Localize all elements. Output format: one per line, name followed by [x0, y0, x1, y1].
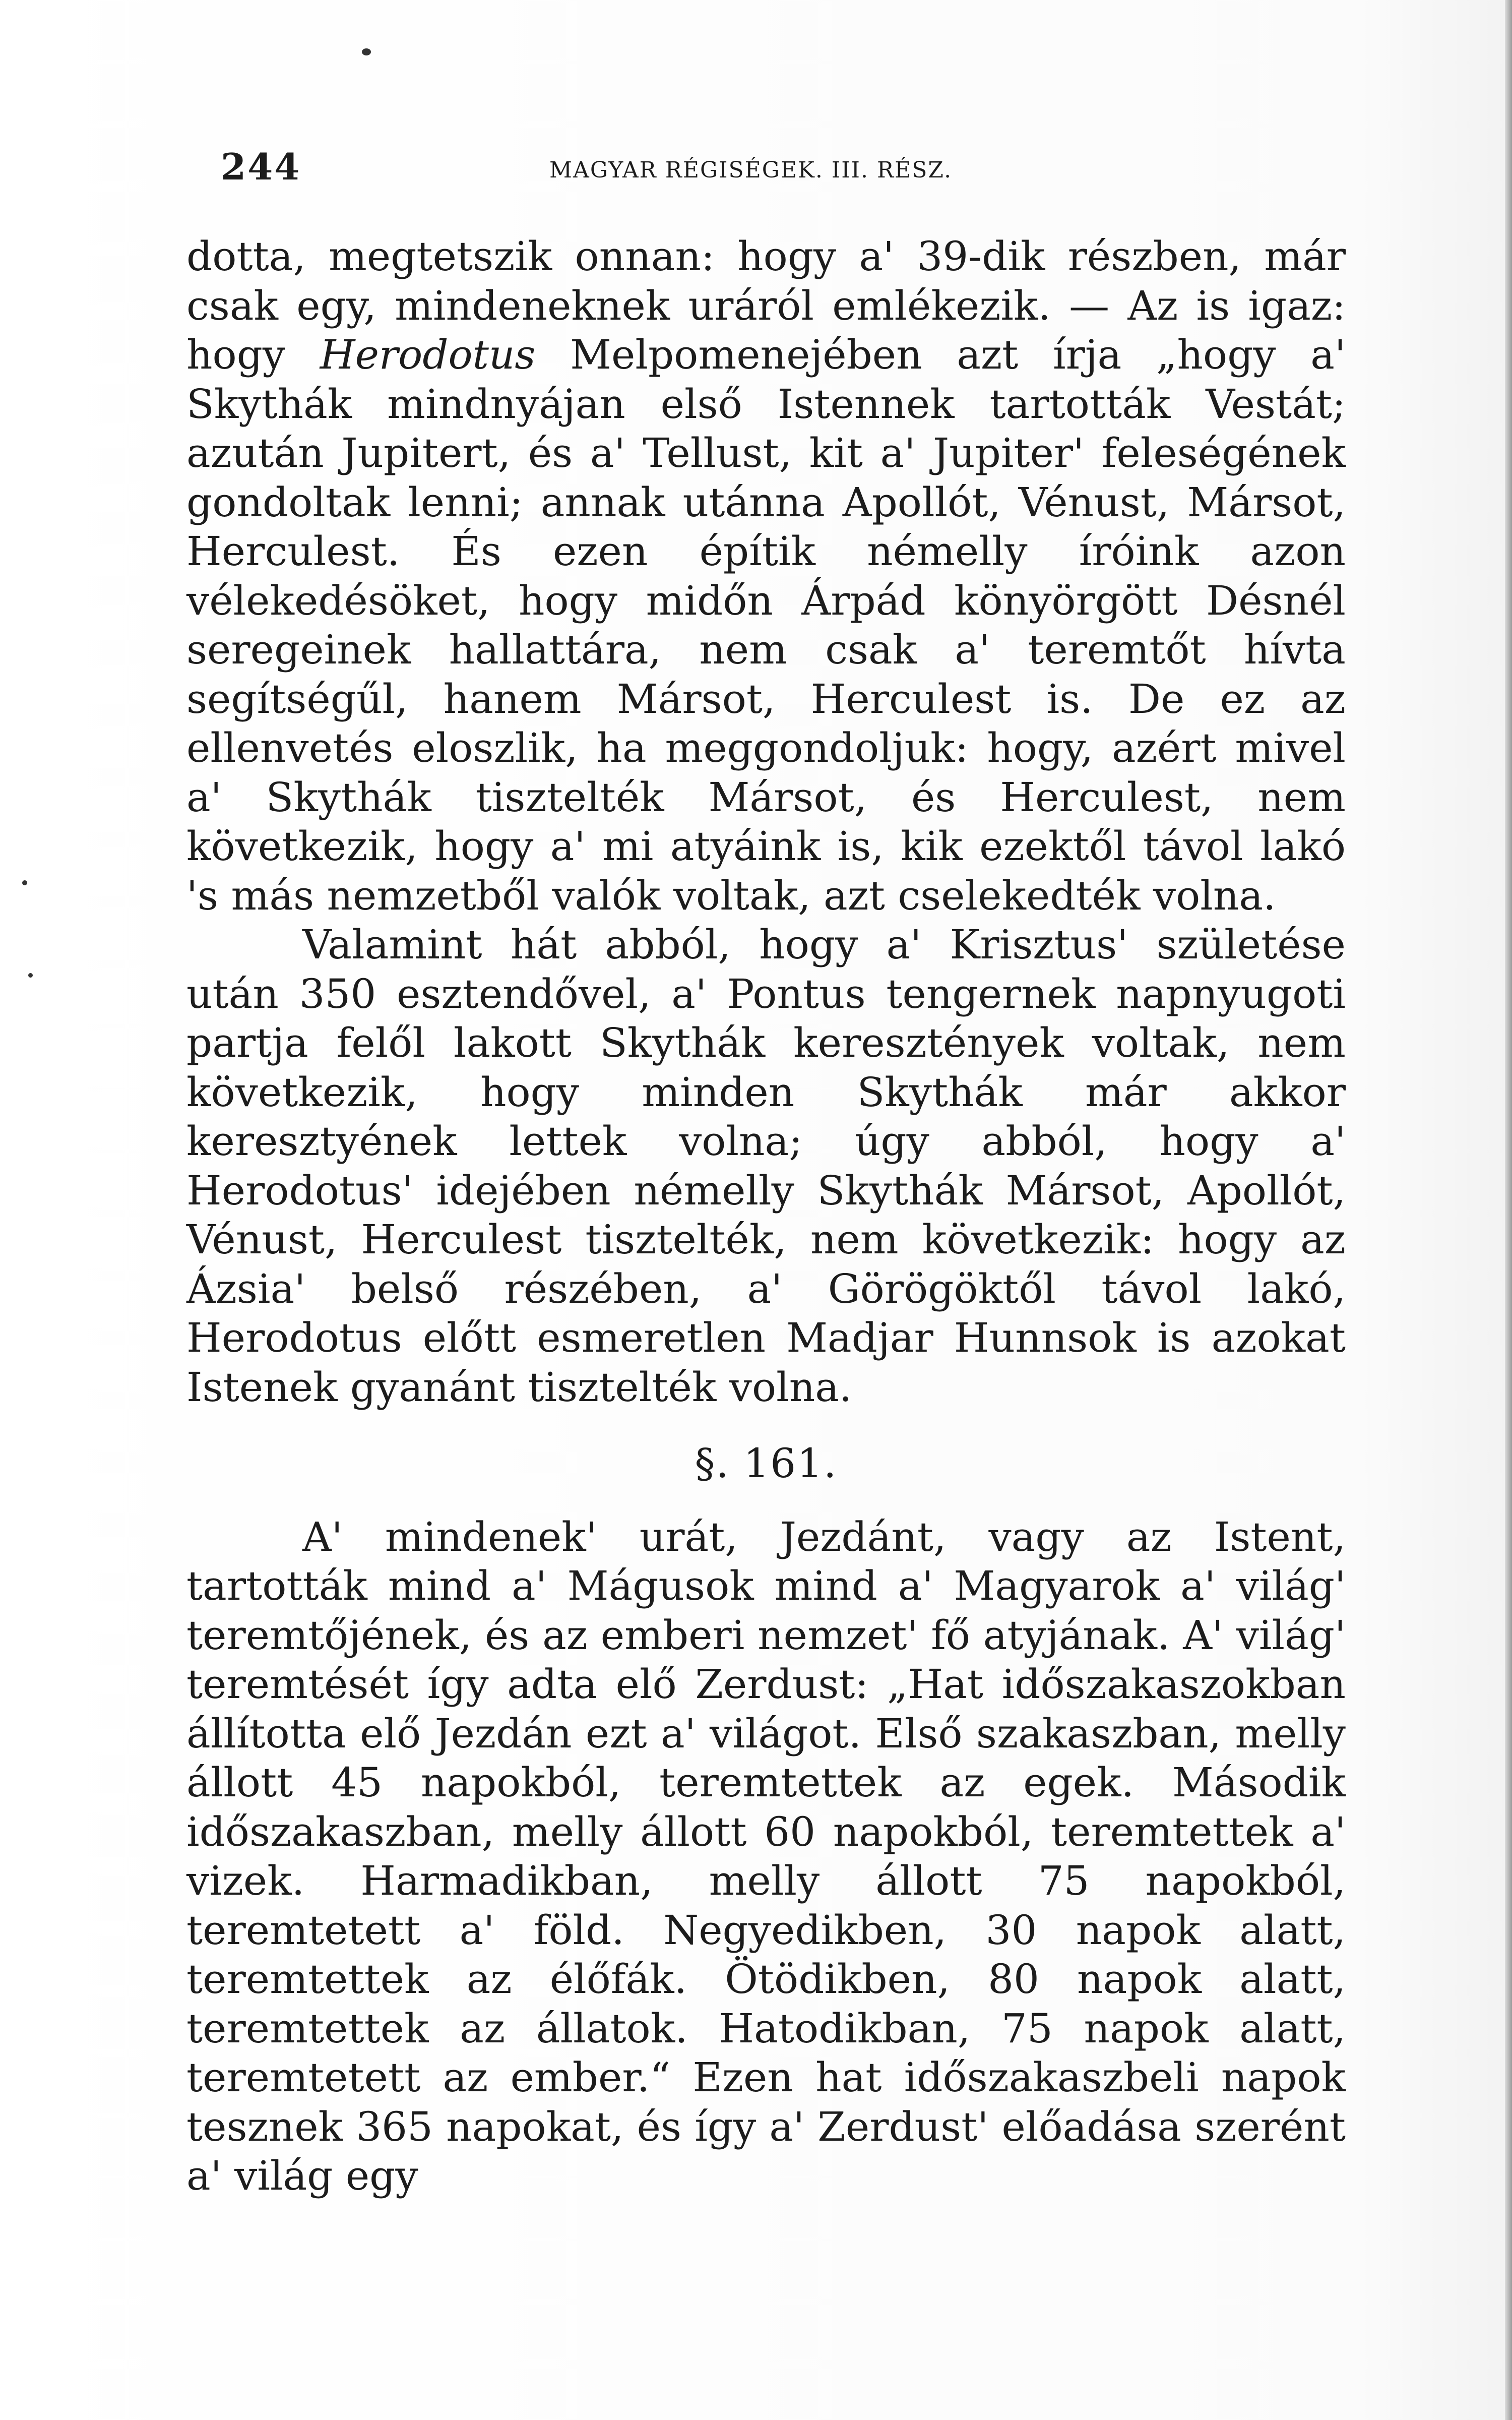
paragraph-1: [186, 232, 1346, 920]
page-edge-shadow: [1505, 0, 1512, 2420]
paragraph-1-text: dotta, megtetszik onnan: hogy a' 39-dik részben, már csak egy, mindeneknek uráról emlékezik. — Az is igaz: hogy: [186, 233, 1346, 378]
ink-speck: [22, 880, 27, 885]
body-text: [186, 232, 1346, 2201]
ink-speck: [28, 973, 33, 978]
running-header: [0, 145, 1512, 201]
section-number: §. 161.: [695, 1440, 838, 1487]
paragraph-1-continuation: Melpomenejében azt írja „hogy a' Skythák mindnyájan első Istennek tartották Vestát; azután Jupitert, és a' Tellust, kit a' Jupiter' feleségének gondoltak lenni; annak utánna Apollót, Vénust, Mársot, Herculest. És ezen építik némelly íróink azon vélekedésöket, hogy midőn Árpád könyörgött Désnél seregeinek hallattára, nem csak a' teremtőt hívta segítségűl, hanem Mársot, Herculest is. De ez az ellenvetés eloszlik, ha meggondoljuk: hogy, azért mivel a' Skythák tisztelték Mársot, és Herculest, nem következik, hogy a' mi atyáink is, kik ezektől távol lakó 's más nemzetből valók voltak, azt cselekedték volna.: [186, 331, 1346, 919]
page-number: 244: [221, 145, 301, 188]
paragraph-3: A' mindenek' urát, Jezdánt, vagy az Istent, tartották mind a' Mágusok mind a' Magyarok a' világ' teremtőjének, és az emberi nemzet' fő atyjának. A' világ' teremtését így adta elő Zerdust: „Hat időszakaszokban állította elő Jezdán ezt a' világot. Első szakaszban, melly állott 45 napokból, teremtettek az egek. Második időszakaszban, melly állott 60 napokból, teremtettek a' vizek. Harmadikban, melly állott 75 napokból, teremtetett a' föld. Negyedikben, 30 napok alatt, teremtettek az élőfák. Ötödikben, 80 napok alatt, teremtettek az állatok. Hatodikban, 75 napok alatt, teremtetett az ember.“ Ezen hat időszakaszbeli napok tesznek 365 napokat, és így a' Zerdust' előadása szerént a' világ egy: [186, 1513, 1346, 2199]
running-title: MAGYAR RÉGISÉGEK. III. RÉSZ.: [549, 157, 953, 183]
author-name-italic: Herodotus: [320, 331, 536, 378]
ink-speck: [362, 48, 371, 55]
paragraph-2: Valamint hát abból, hogy a' Krisztus' születése után 350 esztendővel, a' Pontus tengernek napnyugoti partja felől lakott Skythák keresztények voltak, nem következik, hogy minden Skythák már akkor keresztyének lettek volna; úgy abból, hogy a' Herodotus' idejében némelly Skythák Mársot, Apollót, Vénust, Herculest tisztelték, nem következik: hogy az Ázsia' belső részében, a' Görögöktől távol lakó, Herodotus előtt esmeretlen Madjar Hunnsok is azokat Istenek gyanánt tisztelték volna.: [186, 921, 1346, 1411]
